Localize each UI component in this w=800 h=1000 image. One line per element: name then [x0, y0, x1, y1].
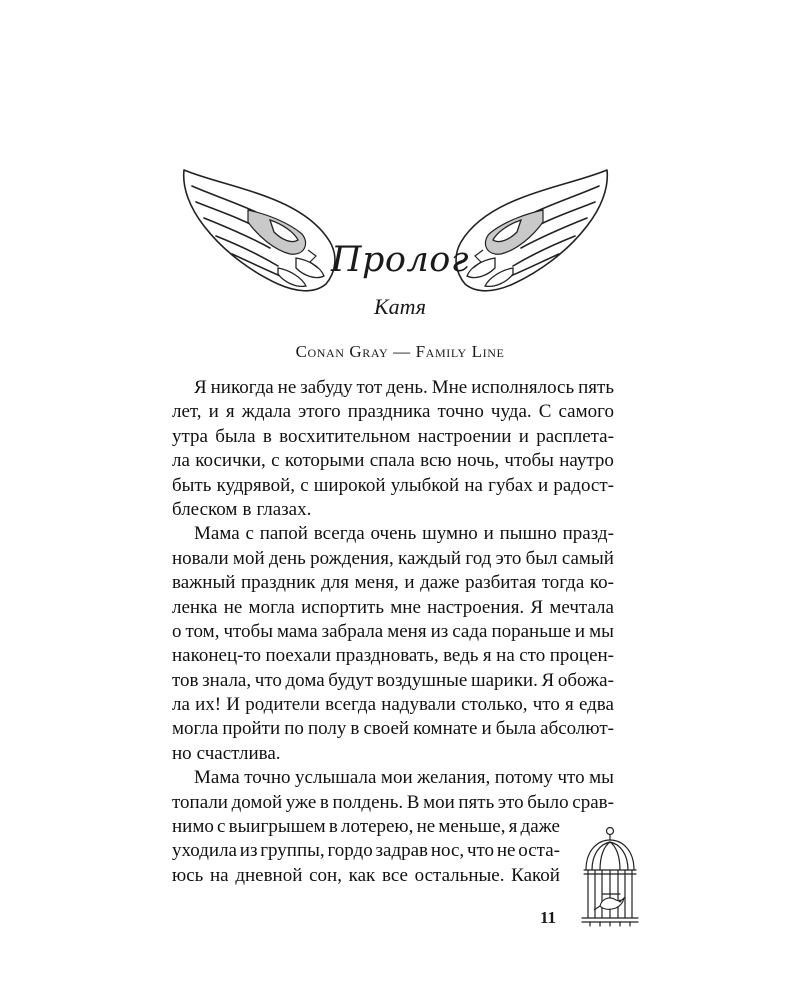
word: надували	[381, 694, 456, 716]
word: сада	[452, 620, 488, 642]
word: лет,	[172, 401, 202, 423]
word: с	[217, 816, 226, 838]
word: том,	[185, 620, 220, 642]
word: папой	[259, 523, 308, 545]
word: и	[538, 474, 549, 496]
word: полу	[307, 718, 347, 740]
word: тогда	[541, 572, 585, 594]
word: всю	[420, 450, 452, 472]
word: широкой	[313, 474, 386, 496]
word: что	[557, 767, 585, 789]
word: очень	[370, 523, 417, 545]
word: тов	[172, 669, 199, 691]
word: ла	[172, 694, 190, 716]
word: шарики.	[470, 669, 538, 691]
word: гордо	[327, 840, 373, 862]
word: точно	[244, 767, 291, 789]
chapter-title: Пролог	[330, 240, 470, 280]
word: из	[239, 840, 258, 862]
word: родители	[245, 694, 320, 716]
word: лотерею,	[341, 816, 414, 838]
word: что	[532, 694, 560, 716]
word: ко-	[589, 572, 614, 594]
word: и	[208, 401, 219, 423]
word: была	[495, 718, 537, 740]
word: расплета-	[536, 425, 614, 447]
word: на	[210, 864, 229, 886]
word: о	[172, 620, 182, 642]
word: самый	[561, 547, 614, 569]
word: мы	[589, 767, 614, 789]
word: пышно	[499, 523, 557, 545]
word: улыбкой	[390, 474, 460, 496]
word: и	[483, 523, 494, 545]
word: чуда.	[490, 401, 532, 423]
word: была	[215, 425, 256, 447]
word: дневной	[235, 864, 303, 886]
word: сон,	[309, 864, 342, 886]
word: было	[527, 791, 569, 813]
word: Мама	[194, 767, 240, 789]
text-line	[172, 766, 614, 790]
word: юсь	[172, 864, 204, 886]
word: наутро	[559, 450, 614, 472]
word: их!	[195, 694, 222, 716]
word: Мне	[431, 377, 468, 398]
word: настроении	[417, 425, 512, 447]
word: домой	[231, 791, 283, 813]
word: год	[465, 547, 492, 569]
word: даже	[520, 816, 560, 838]
word: с	[271, 450, 280, 472]
word: никогда	[210, 377, 274, 398]
word: день.	[386, 377, 428, 398]
word: оста-	[518, 840, 560, 862]
word: и	[518, 425, 529, 447]
word: пять	[458, 791, 495, 813]
word: я	[565, 694, 574, 716]
word: едва	[578, 694, 614, 716]
word: полдень.	[332, 791, 404, 813]
word: спала	[369, 450, 415, 472]
word: шумно	[422, 523, 478, 545]
word: что	[254, 669, 282, 691]
word: ждала	[241, 401, 292, 423]
word: блеском	[172, 498, 238, 520]
word: остальные.	[414, 864, 505, 886]
word: сто	[519, 645, 546, 667]
word: мои	[423, 791, 455, 813]
text-line	[172, 474, 614, 498]
text-line	[172, 644, 614, 668]
word: желания,	[417, 767, 491, 789]
word: воздушные	[376, 669, 468, 691]
word: будут	[328, 669, 374, 691]
word: Я	[194, 377, 207, 398]
text-line	[172, 815, 560, 839]
word: на	[464, 474, 483, 496]
word: разбитая	[465, 572, 537, 594]
word: праздновать,	[335, 645, 439, 667]
text-line	[172, 669, 614, 693]
text-line	[172, 864, 560, 888]
word: уже	[285, 791, 317, 813]
word: меня,	[354, 572, 399, 594]
word: празд-	[562, 523, 614, 545]
word: для	[321, 572, 349, 594]
word: срав-	[572, 791, 614, 813]
word: не	[277, 377, 297, 398]
word: абсолют-	[540, 718, 614, 740]
word: выигрышем	[228, 816, 326, 838]
word: рождения,	[310, 547, 394, 569]
word: по	[284, 718, 304, 740]
word: этого	[298, 401, 341, 423]
word: топали	[172, 791, 228, 813]
word: чтобы	[504, 450, 554, 472]
word: губах	[488, 474, 533, 496]
word: забрала	[321, 620, 384, 642]
word: точно	[437, 401, 484, 423]
word: новали	[172, 547, 229, 569]
word: услышала	[295, 767, 377, 789]
word: счастлива.	[196, 742, 281, 764]
epigraph: Conan Gray — Family Line	[295, 342, 505, 361]
word: группы,	[260, 840, 325, 862]
word: в	[328, 816, 338, 838]
word: не	[223, 596, 243, 618]
word: самого	[558, 401, 614, 423]
word: с	[245, 523, 254, 545]
word: не	[496, 840, 516, 862]
word: ведь	[443, 645, 479, 667]
word: и	[481, 718, 492, 740]
word: уходила	[172, 840, 237, 862]
text-line	[172, 400, 614, 424]
word: обожа-	[557, 669, 614, 691]
word: меня	[387, 620, 427, 642]
word: Мама	[194, 523, 240, 545]
word: мне	[390, 596, 421, 618]
birdcage-icon	[580, 826, 640, 930]
text-line	[172, 547, 614, 571]
word: поехали	[265, 645, 332, 667]
word: праздник	[241, 572, 316, 594]
word: я	[508, 816, 518, 838]
word: столько,	[461, 694, 528, 716]
word: потому	[494, 767, 553, 789]
word: мои	[380, 767, 413, 789]
word: косички,	[195, 450, 266, 472]
word: я	[225, 401, 235, 423]
word: важный	[172, 572, 236, 594]
word: мечтала	[549, 596, 614, 618]
word: мой	[232, 547, 265, 569]
word: нос,	[430, 840, 465, 862]
word: ленка	[172, 596, 218, 618]
word: С	[538, 401, 552, 423]
text-line	[172, 620, 614, 644]
word: на	[496, 645, 515, 667]
word: ла	[172, 450, 190, 472]
page-number: 11	[539, 908, 557, 927]
text-line	[172, 717, 614, 741]
text-line	[172, 425, 614, 449]
text-line	[172, 742, 614, 766]
word: каждый	[398, 547, 462, 569]
word: комнате	[413, 718, 478, 740]
word: которыми	[284, 450, 365, 472]
word: с	[300, 474, 309, 496]
text-line	[172, 693, 614, 717]
word: кудрявой,	[216, 474, 296, 496]
word: я	[482, 645, 492, 667]
word: исполнялось	[471, 377, 575, 398]
word: это	[495, 547, 522, 569]
word: процен-	[549, 645, 614, 667]
word: И	[226, 694, 241, 716]
word: своей	[363, 718, 410, 740]
word: и	[404, 572, 415, 594]
word: как	[348, 864, 376, 886]
text-line	[172, 498, 614, 522]
text-line	[172, 791, 614, 815]
word: в	[350, 718, 360, 740]
word: не	[416, 816, 436, 838]
text-line	[172, 571, 614, 595]
word: мы	[589, 620, 614, 642]
word: испортить	[301, 596, 385, 618]
word: мама	[276, 620, 318, 642]
word: нимо	[172, 816, 214, 838]
word: в	[242, 498, 252, 520]
word: всегда	[313, 523, 365, 545]
word: знала,	[202, 669, 252, 691]
word: забуду	[300, 377, 353, 398]
chapter-subtitle: Катя	[374, 294, 426, 319]
word: могла	[172, 718, 219, 740]
word: что	[466, 840, 495, 862]
word: пройти	[222, 718, 281, 740]
word: из	[430, 620, 449, 642]
word: быть	[172, 474, 212, 496]
word: задрав	[375, 840, 429, 862]
word: в	[262, 425, 272, 447]
word: утра	[172, 425, 208, 447]
text-line	[172, 839, 560, 863]
word: В	[406, 791, 420, 813]
word: меньше,	[438, 816, 506, 838]
word: Какой	[511, 864, 560, 886]
text-line	[172, 596, 614, 620]
word: день	[268, 547, 306, 569]
word: чтобы	[223, 620, 273, 642]
word: всегда	[325, 694, 376, 716]
word: и	[574, 620, 586, 642]
word: настроения.	[427, 596, 525, 618]
word: пораньше	[491, 620, 571, 642]
word: восхитительном	[279, 425, 411, 447]
word: наконец-то	[172, 645, 262, 667]
body-text	[172, 376, 614, 888]
word: Я	[541, 669, 555, 691]
word: тот	[356, 377, 383, 398]
word: все	[381, 864, 408, 886]
word: даже	[420, 572, 460, 594]
text-line	[172, 449, 614, 473]
word: ночь,	[456, 450, 500, 472]
word: был	[525, 547, 558, 569]
text-line	[172, 522, 614, 546]
word: праздника	[347, 401, 431, 423]
word: глазах.	[256, 498, 312, 520]
word: могла	[248, 596, 295, 618]
word: Я	[530, 596, 544, 618]
word: пять	[578, 377, 614, 398]
word: но	[172, 742, 192, 764]
word: в	[319, 791, 329, 813]
text-line	[172, 376, 614, 400]
word: радост-	[553, 474, 614, 496]
word: дома	[285, 669, 325, 691]
word: это	[497, 791, 524, 813]
